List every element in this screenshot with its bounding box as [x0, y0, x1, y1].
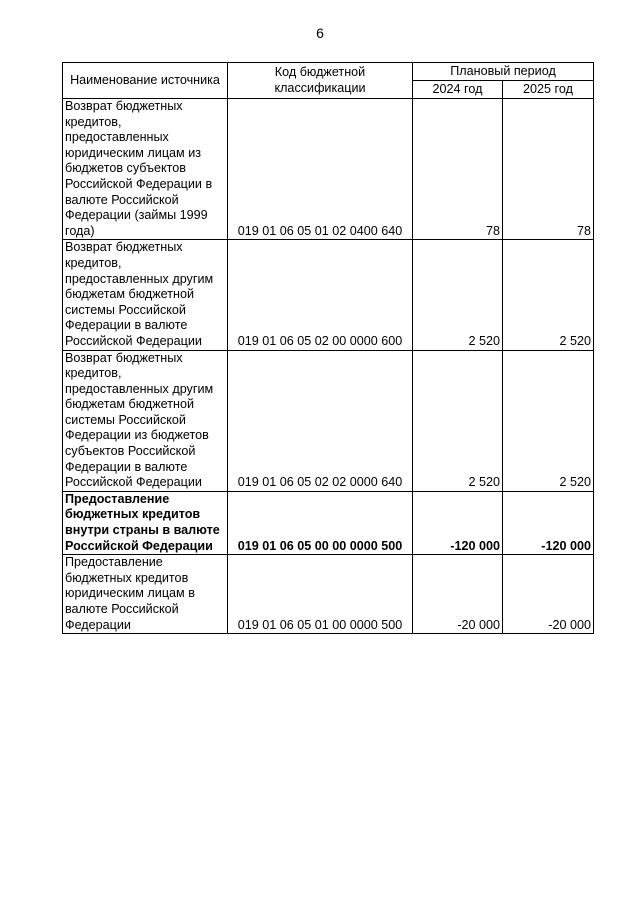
header-budget-code: Код бюджетной классификации — [228, 63, 413, 99]
header-year-2024: 2024 год — [413, 81, 503, 99]
header-planning-period: Плановый период — [413, 63, 594, 81]
header-year-2025: 2025 год — [503, 81, 594, 99]
table-row — [63, 350, 594, 491]
table-row — [63, 240, 594, 350]
source-name-cell: Возврат бюджетных кредитов, предоставленных юридическим лицам из бюджетов субъектов Российской Федерации в валюте Российской Федерации (займы 1999 года) — [63, 99, 228, 240]
budget-code-cell: 019 01 06 05 02 00 0000 600 — [228, 240, 413, 350]
table-row — [63, 555, 594, 634]
source-name-cell: Возврат бюджетных кредитов, предоставленных другим бюджетам бюджетной системы Российской Федерации в валюте Российской Федерации — [63, 240, 228, 350]
amount-2025-cell: 78 — [503, 99, 594, 240]
amount-2025-cell: -120 000 — [503, 491, 594, 554]
table-row — [63, 99, 594, 240]
amount-2025-cell: 2 520 — [503, 350, 594, 491]
amount-2024-cell: -120 000 — [413, 491, 503, 554]
amount-2024-cell: 2 520 — [413, 240, 503, 350]
budget-sources-table — [62, 62, 594, 634]
amount-2025-cell: 2 520 — [503, 240, 594, 350]
budget-code-cell: 019 01 06 05 01 00 0000 500 — [228, 555, 413, 634]
source-name-cell: Возврат бюджетных кредитов, предоставленных другим бюджетам бюджетной системы Российской Федерации из бюджетов субъектов Российской Федерации в валюте Российской Федерации — [63, 350, 228, 491]
amount-2025-cell: -20 000 — [503, 555, 594, 634]
source-name-cell: Предоставление бюджетных кредитов юридическим лицам в валюте Российской Федерации — [63, 555, 228, 634]
page-number: 6 — [316, 25, 324, 41]
budget-code-cell: 019 01 06 05 00 00 0000 500 — [228, 491, 413, 554]
amount-2024-cell: 2 520 — [413, 350, 503, 491]
table-row-subtotal — [63, 491, 594, 554]
budget-code-cell: 019 01 06 05 01 02 0400 640 — [228, 99, 413, 240]
amount-2024-cell: -20 000 — [413, 555, 503, 634]
budget-code-cell: 019 01 06 05 02 02 0000 640 — [228, 350, 413, 491]
source-name-cell: Предоставление бюджетных кредитов внутри страны в валюте Российской Федерации — [63, 491, 228, 554]
header-source-name: Наименование источника — [63, 63, 228, 99]
amount-2024-cell: 78 — [413, 99, 503, 240]
